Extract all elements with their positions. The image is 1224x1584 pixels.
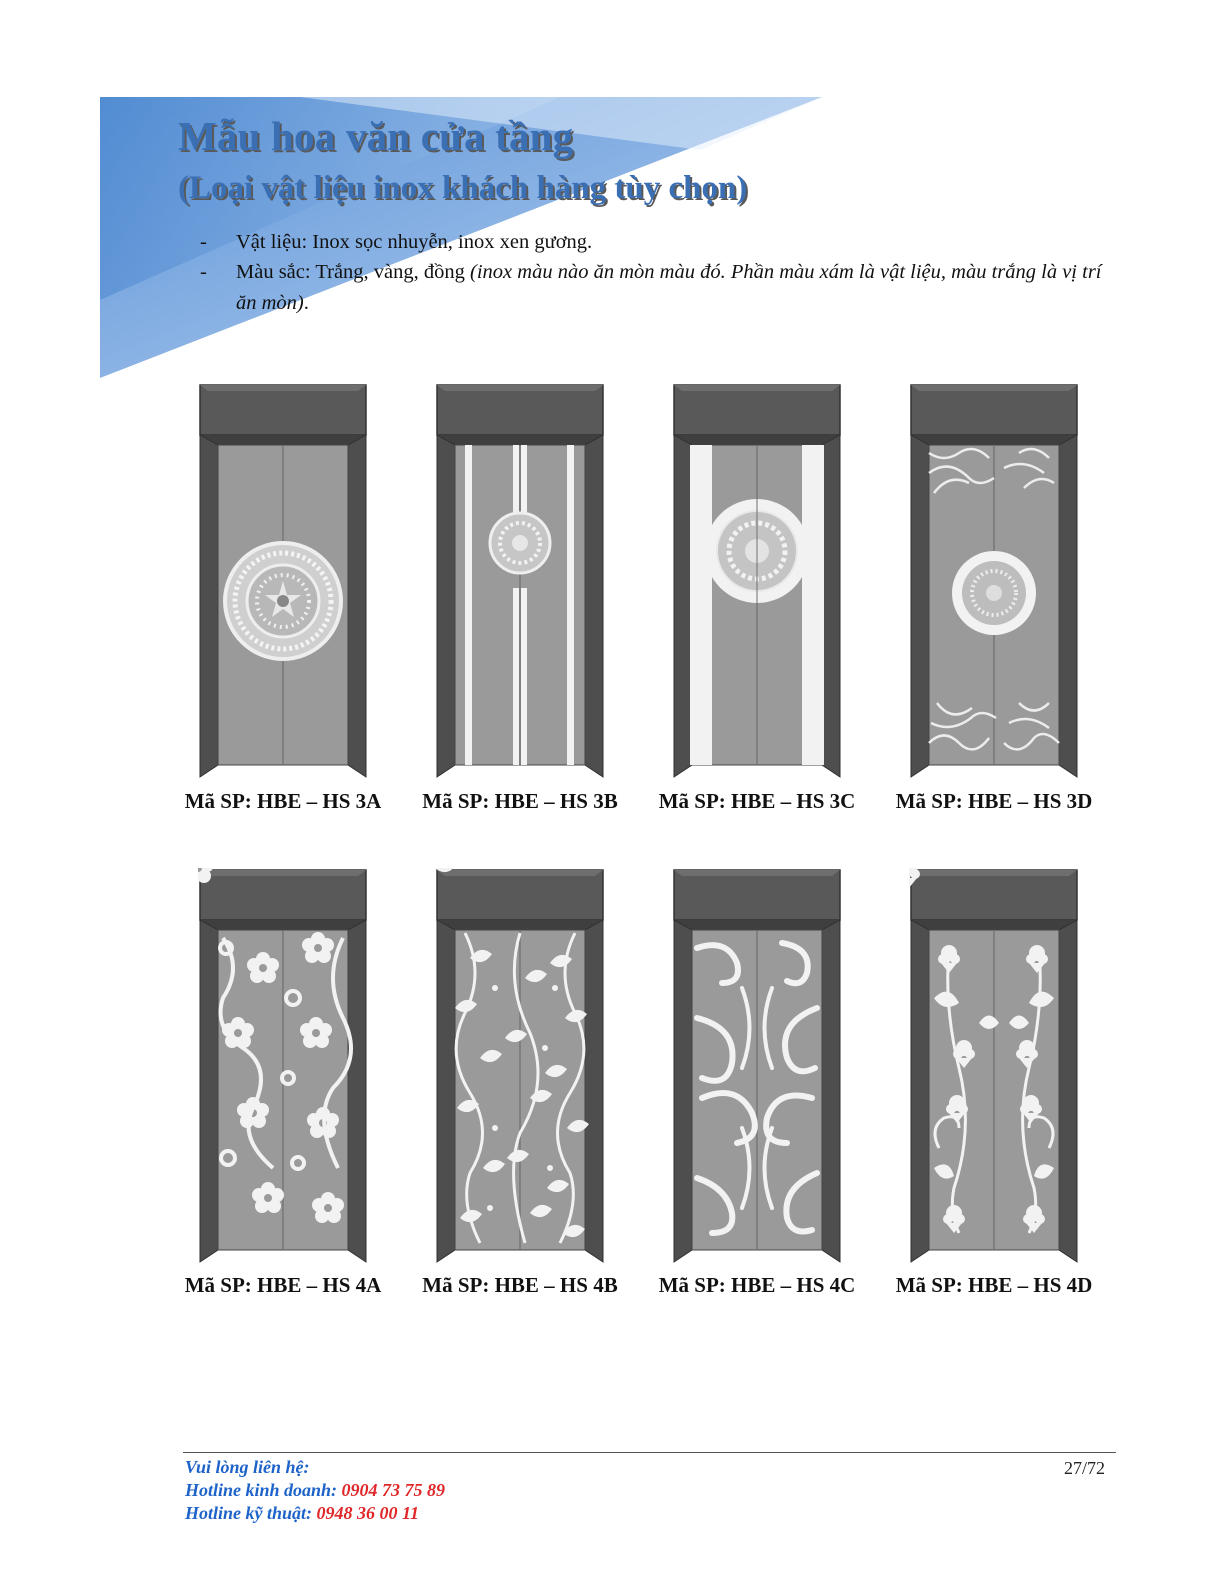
door-hs-3c xyxy=(672,383,842,783)
bullet-dash: - xyxy=(200,231,207,253)
color-note: (inox màu nào ăn mòn màu đó. Phần màu xám là vật liệu, màu trắng là vị trí ăn mòn) xyxy=(236,261,1102,314)
product-code-3a: Mã SP: HBE – HS 3A xyxy=(184,789,382,813)
sales-hotline-label: Hotline kinh doanh: xyxy=(185,1480,342,1500)
medallion-pattern xyxy=(225,543,341,659)
color-tail: . xyxy=(303,292,309,314)
band-medallion-pattern xyxy=(690,445,824,765)
material-text: Vật liệu: Inox sọc nhuyễn, inox xen gương. xyxy=(236,231,593,253)
color-text xyxy=(236,257,1116,319)
door-hs-4a xyxy=(198,868,368,1268)
contact-label: Vui lòng liên hệ: xyxy=(185,1457,310,1477)
product-code-4a: Mã SP: HBE – HS 4A xyxy=(184,1273,382,1297)
tech-hotline xyxy=(185,1503,419,1524)
product-code-3b: Mã SP: HBE – HS 3B xyxy=(422,789,618,813)
door-hs-3d xyxy=(909,383,1079,783)
product-code-4b: Mã SP: HBE – HS 4B xyxy=(422,1273,618,1297)
door-hs-3b xyxy=(435,383,605,783)
product-code-4d: Mã SP: HBE – HS 4D xyxy=(895,1273,1093,1297)
door-hs-4b xyxy=(435,868,605,1268)
door-hs-4c xyxy=(672,868,842,1268)
product-code-4c: Mã SP: HBE – HS 4C xyxy=(658,1273,856,1297)
sales-hotline xyxy=(185,1480,445,1501)
page-number: 27/72 xyxy=(1064,1458,1106,1478)
page-title: Mẫu hoa văn cửa tầng xyxy=(178,113,574,159)
product-code-3c: Mã SP: HBE – HS 3C xyxy=(658,789,856,813)
sales-hotline-number: 0904 73 75 89 xyxy=(341,1480,446,1500)
bullet-dash: - xyxy=(200,261,207,283)
door-hs-4d xyxy=(909,868,1079,1268)
page-subtitle: (Loại vật liệu inox khách hàng tùy chọn) xyxy=(178,170,748,206)
product-code-3d: Mã SP: HBE – HS 3D xyxy=(895,789,1093,813)
color-label: Màu sắc: Trắng, vàng, đồng xyxy=(236,261,471,283)
tech-hotline-number: 0948 36 00 11 xyxy=(316,1503,420,1523)
footer-divider xyxy=(183,1452,1116,1453)
tech-hotline-label: Hotline kỹ thuật: xyxy=(185,1503,317,1523)
door-hs-3a xyxy=(198,383,368,783)
